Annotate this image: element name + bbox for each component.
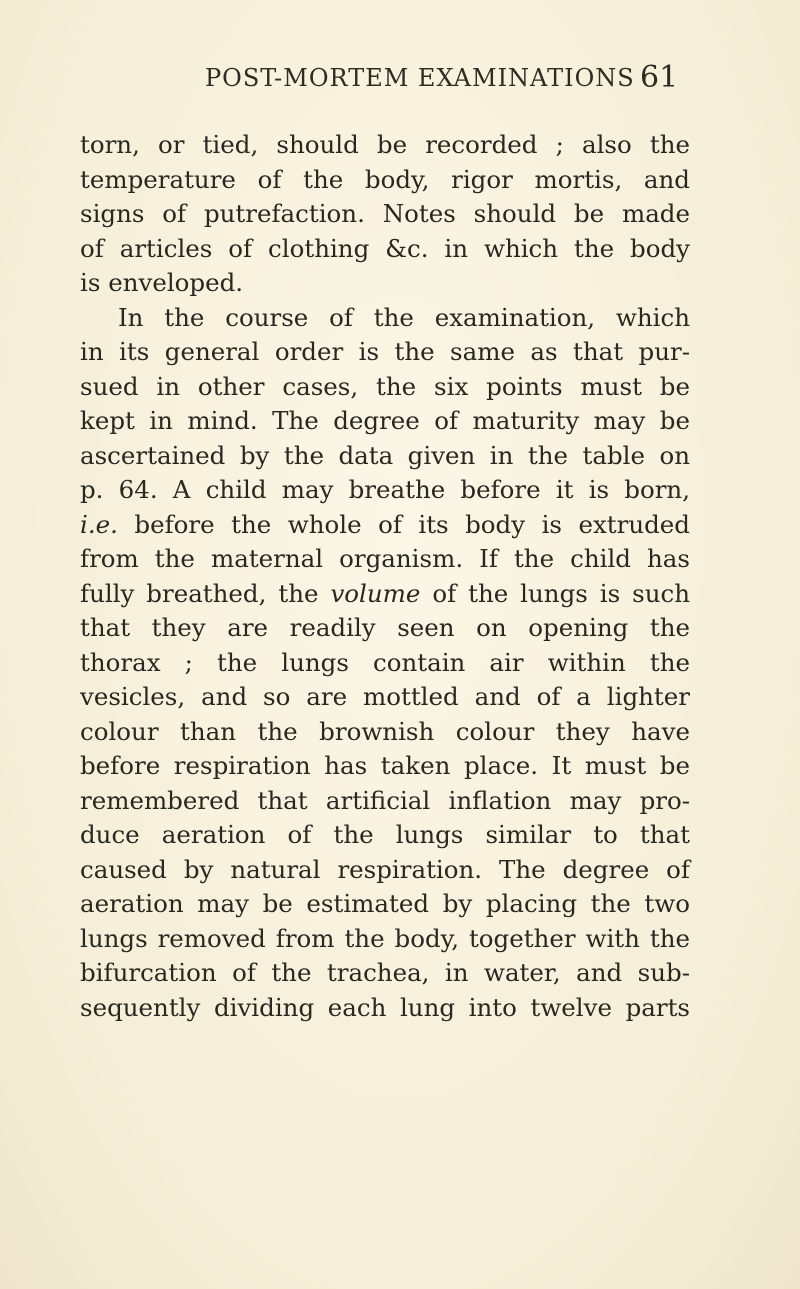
text-line-rest: of the lungs is such <box>432 578 690 608</box>
text-line: caused by natural respiration. The degree of <box>80 854 690 884</box>
text-line: ascertained by the data given in the table on <box>80 440 690 470</box>
text-line: duce aeration of the lungs similar to that <box>80 820 690 849</box>
text-line: in its general order is the same as that pur- <box>80 337 690 366</box>
page-number: 61 <box>640 60 679 95</box>
text-line: aeration may be estimated by placing the two <box>80 889 690 918</box>
text-line: that they are readily seen on opening the <box>80 613 690 642</box>
italic-volume: volume <box>330 578 421 608</box>
text-line: kept in mind. The degree of maturity may be <box>80 406 690 435</box>
text-line: from the maternal organism. If the child has <box>80 544 690 573</box>
text-line: lungs removed from the body, together with the <box>80 923 690 953</box>
italic-ie: i.e. <box>80 509 118 539</box>
text-line: before respiration has taken place. It must be <box>80 751 690 780</box>
text-line: torn, or tied, should be recorded ; also the <box>80 130 690 159</box>
text-line <box>80 577 690 612</box>
text-line: thorax ; the lungs contain air within the <box>80 647 690 677</box>
text-line-rest: before the whole of its body is extruded <box>134 509 690 539</box>
text-line: temperature of the body, rigor mortis, and <box>80 164 690 194</box>
text-line: sequently dividing each lung into twelve parts <box>80 992 690 1022</box>
text-line: bifurcation of the trachea, in water, and sub- <box>80 958 690 987</box>
text-line: p. 64. A child may breathe before it is born, <box>80 475 690 504</box>
text-line-start: fully breathed, the <box>80 578 319 608</box>
text-line: is enveloped. <box>80 268 244 297</box>
text-line: remembered that artificial inflation may pro- <box>80 785 690 815</box>
text-line: vesicles, and so are mottled and of a lighter <box>80 682 690 711</box>
body-text <box>80 128 690 1025</box>
text-line <box>80 508 690 543</box>
running-head: POST-MORTEM EXAMINATIONS <box>205 64 635 92</box>
text-line: colour than the brownish colour they have <box>80 716 690 746</box>
text-line: signs of putrefaction. Notes should be made <box>80 199 690 228</box>
text-line: sued in other cases, the six points must be <box>80 371 690 401</box>
text-line: In the course of the examination, which <box>118 302 690 332</box>
text-line: of articles of clothing &c. in which the body <box>80 233 690 263</box>
